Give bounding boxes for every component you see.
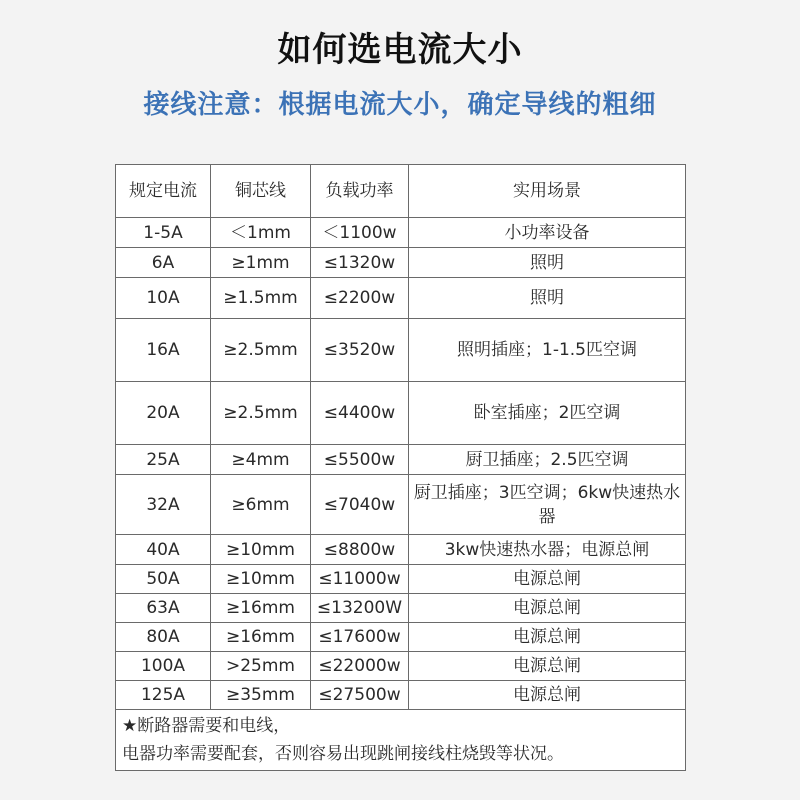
usage-scenario-cell: 电源总闸: [409, 594, 686, 623]
copper-wire-cell: ≥10mm: [211, 535, 311, 565]
table-row: [116, 382, 686, 445]
usage-scenario-cell: 小功率设备: [409, 218, 686, 248]
table-row: [116, 565, 686, 594]
table-header-usage-scenario: 实用场景: [409, 165, 686, 218]
copper-wire-cell: ≥6mm: [211, 475, 311, 535]
rated-current-cell: 32A: [116, 475, 211, 535]
rated-current-cell: 63A: [116, 594, 211, 623]
rated-current-cell: 1-5A: [116, 218, 211, 248]
table-row: [116, 445, 686, 475]
copper-wire-cell: ≥4mm: [211, 445, 311, 475]
load-power-cell: ≤11000w: [311, 565, 409, 594]
usage-scenario-cell: 卧室插座；2匹空调: [409, 382, 686, 445]
copper-wire-cell: ≥16mm: [211, 594, 311, 623]
table-row: [116, 535, 686, 565]
usage-scenario-cell: 照明插座；1-1.5匹空调: [409, 319, 686, 382]
usage-scenario-cell: 厨卫插座；2.5匹空调: [409, 445, 686, 475]
rated-current-cell: 125A: [116, 681, 211, 710]
copper-wire-cell: >25mm: [211, 652, 311, 681]
rated-current-cell: 6A: [116, 248, 211, 278]
table-header-copper-wire: 铜芯线: [211, 165, 311, 218]
load-power-cell: ≤4400w: [311, 382, 409, 445]
load-power-cell: ≤1320w: [311, 248, 409, 278]
load-power-cell: ≤5500w: [311, 445, 409, 475]
table-row: [116, 218, 686, 248]
table-row: [116, 248, 686, 278]
current-selection-table: [115, 164, 686, 771]
rated-current-cell: 50A: [116, 565, 211, 594]
rated-current-cell: 20A: [116, 382, 211, 445]
copper-wire-cell: ＜1mm: [211, 218, 311, 248]
load-power-cell: ≤8800w: [311, 535, 409, 565]
table-row: [116, 681, 686, 710]
load-power-cell: ≤2200w: [311, 278, 409, 319]
usage-scenario-cell: 电源总闸: [409, 652, 686, 681]
copper-wire-cell: ≥16mm: [211, 623, 311, 652]
copper-wire-cell: ≥10mm: [211, 565, 311, 594]
table-body: [116, 165, 686, 771]
usage-scenario-cell: 电源总闸: [409, 681, 686, 710]
rated-current-cell: 25A: [116, 445, 211, 475]
load-power-cell: ≤3520w: [311, 319, 409, 382]
page-subtitle: 接线注意：根据电流大小，确定导线的粗细: [143, 90, 657, 120]
usage-scenario-cell: 电源总闸: [409, 565, 686, 594]
load-power-cell: ≤22000w: [311, 652, 409, 681]
table-row: [116, 319, 686, 382]
usage-scenario-cell: 照明: [409, 248, 686, 278]
table-row: [116, 652, 686, 681]
load-power-cell: ≤7040w: [311, 475, 409, 535]
copper-wire-cell: ≥35mm: [211, 681, 311, 710]
rated-current-cell: 80A: [116, 623, 211, 652]
usage-scenario-cell: 3kw快速热水器；电源总闸: [409, 535, 686, 565]
rated-current-cell: 16A: [116, 319, 211, 382]
usage-scenario-cell: 照明: [409, 278, 686, 319]
load-power-cell: ≤13200W: [311, 594, 409, 623]
copper-wire-cell: ≥2.5mm: [211, 382, 311, 445]
footnote-line: 电器功率需要配套，否则容易出现跳闸接线柱烧毁等状况。: [122, 744, 564, 764]
footnote-line: ★断路器需要和电线，: [122, 716, 291, 736]
copper-wire-cell: ≥1.5mm: [211, 278, 311, 319]
usage-scenario-cell: 厨卫插座；3匹空调；6kw快速热水器: [409, 475, 686, 535]
usage-scenario-cell: 电源总闸: [409, 623, 686, 652]
table-row: [116, 623, 686, 652]
load-power-cell: ≤27500w: [311, 681, 409, 710]
copper-wire-cell: ≥1mm: [211, 248, 311, 278]
footnote-cell: [116, 710, 686, 771]
table-header-row: [116, 165, 686, 218]
load-power-cell: ≤17600w: [311, 623, 409, 652]
load-power-cell: ＜1100w: [311, 218, 409, 248]
table-row: [116, 475, 686, 535]
page-title: 如何选电流大小: [277, 30, 523, 70]
rated-current-cell: 100A: [116, 652, 211, 681]
rated-current-cell: 40A: [116, 535, 211, 565]
rated-current-cell: 10A: [116, 278, 211, 319]
table-header-load-power: 负载功率: [311, 165, 409, 218]
table-row: [116, 594, 686, 623]
copper-wire-cell: ≥2.5mm: [211, 319, 311, 382]
table-row: [116, 278, 686, 319]
table-header-rated-current: 规定电流: [116, 165, 211, 218]
table-footnote-row: [116, 710, 686, 771]
